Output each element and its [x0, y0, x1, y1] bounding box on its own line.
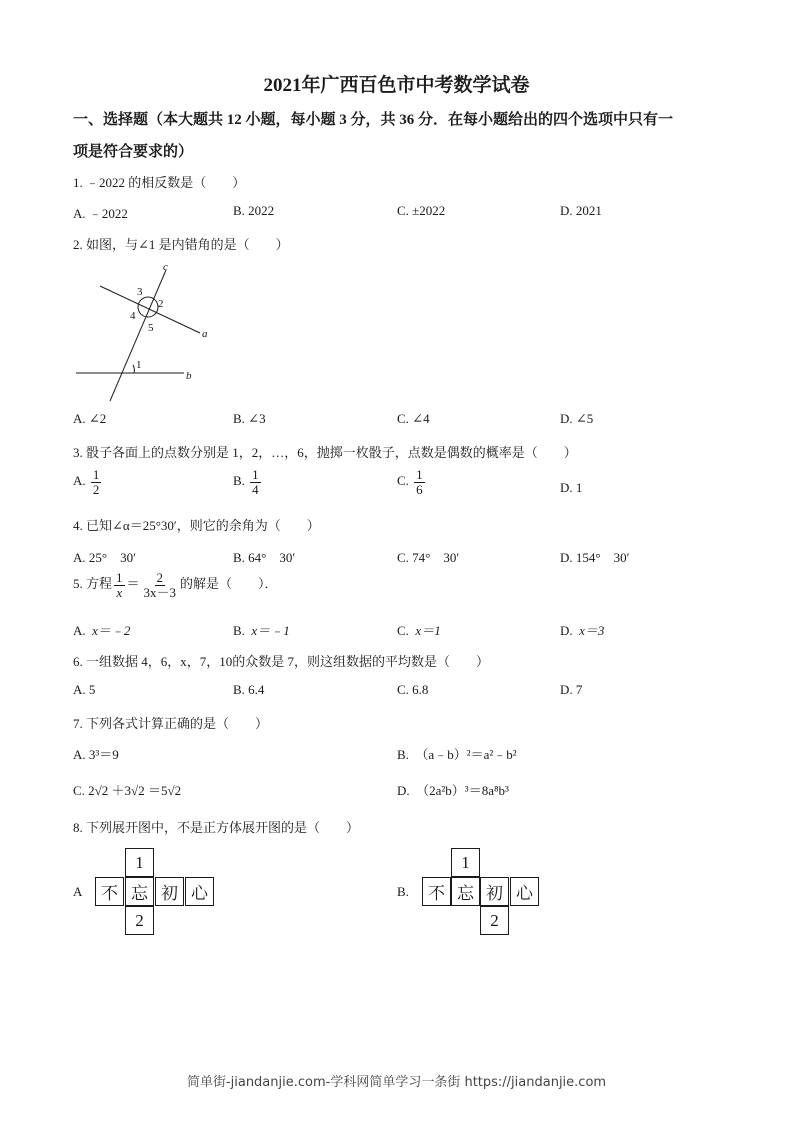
question-3-stem: 3. 骰子各面上的点数分别是 1，2，…，6，抛掷一枚骰子，点数是偶数的概率是（ ）: [73, 445, 577, 460]
question-6-option-d: D. 7: [560, 682, 583, 697]
fraction-1-over-x: $\frac{1}{x}$: [116, 570, 123, 600]
question-7-option-b: B. （a﹣b）²＝a²﹣b²: [397, 747, 517, 762]
question-8-stem: 8. 下列展开图中，不是正方体展开图的是（ ）: [73, 820, 360, 835]
question-6-stem: 6. 一组数据 4，6，x，7，10的众数是 7，则这组数据的平均数是（ ）: [73, 654, 490, 669]
net-cell: 心: [510, 877, 539, 906]
question-6-option-c: C. 6.8: [397, 682, 429, 697]
question-3-option-a: [73, 468, 103, 496]
question-7-option-d: D. （2a²b）³＝8a⁸b³: [397, 783, 509, 798]
question-6-option-b: B. 6.4: [233, 682, 265, 697]
question-1-option-a: A. ﹣2022: [73, 206, 128, 221]
question-5-option-c: C. x＝1: [397, 623, 441, 638]
net-cell: 2: [125, 906, 154, 935]
net-cell: 1: [125, 848, 154, 877]
page-title: 2021年广西百色市中考数学试卷: [263, 75, 530, 96]
question-3-option-b: [233, 468, 263, 496]
net-cell: 不: [95, 877, 124, 906]
net-cell: 忘: [451, 877, 480, 906]
question-3-option-c: [397, 468, 427, 496]
section-heading-line2: 项是符合要求的）: [73, 144, 194, 160]
question-1-option-c: C. ±2022: [397, 203, 446, 218]
line-c-label: c: [163, 261, 168, 273]
question-5-option-a: A. x＝﹣2: [73, 623, 131, 638]
question-2-option-a: A. ∠2: [73, 411, 107, 426]
watermark-footer: 简单街-jiandanjie.com-学科网简单学习一条街 https://jiandanjie.com: [186, 1075, 607, 1090]
question-1-option-b: B. 2022: [233, 203, 275, 218]
net-cell: 心: [185, 877, 214, 906]
intersecting-lines-diagram: [60, 255, 240, 405]
question-5-option-b: B. x＝﹣1: [233, 623, 290, 638]
angle-1-label: 1: [136, 359, 142, 371]
question-5-stem: 5. 方程 $\frac{1}{x}$ ＝ $\frac{2}{3x-3}$ 的解是（ ）．: [73, 570, 278, 600]
line-a-label: a: [202, 328, 208, 340]
question-2-option-b: B. ∠3: [233, 411, 266, 426]
question-1-option-d: D. 2021: [560, 203, 602, 218]
fraction: $\frac{1}{6}$: [416, 467, 423, 497]
question-4-stem: 4. 已知∠α＝25°30′，则它的余角为（ ）: [73, 518, 320, 533]
option-label: A.: [73, 473, 86, 489]
net-cell: 2: [480, 906, 509, 935]
question-4-option-b: B. 64° 30′: [233, 550, 296, 565]
question-2-stem: 2. 如图，与∠1 是内错角的是（ ）: [73, 237, 289, 252]
question-2-option-c: C. ∠4: [397, 411, 430, 426]
net-cell: 初: [480, 877, 509, 906]
question-8-option-a-label: A: [73, 884, 83, 899]
net-cell: 初: [155, 877, 184, 906]
line-b-label: b: [186, 370, 192, 382]
angle-2-label: 2: [158, 298, 164, 310]
question-3-option-d: D. 1: [560, 480, 583, 495]
question-8-option-b-label: B.: [397, 884, 409, 899]
question-1-stem: 1. ﹣2022 的相反数是（ ）: [73, 175, 246, 190]
question-4-option-a: A. 25° 30′: [73, 550, 136, 565]
net-cell: 忘: [125, 877, 154, 906]
question-4-option-d: D. 154° 30′: [560, 550, 630, 565]
question-7-stem: 7. 下列各式计算正确的是（ ）: [73, 716, 269, 731]
angle-3-label: 3: [137, 286, 143, 298]
net-cell: 不: [422, 877, 451, 906]
question-4-option-c: C. 74° 30′: [397, 550, 460, 565]
angle-4-label: 4: [130, 310, 136, 322]
question-2-option-d: D. ∠5: [560, 411, 594, 426]
option-label: B.: [233, 473, 245, 489]
question-7-option-c: C. 2√2 ＋3√2 ＝5√2: [73, 783, 182, 798]
question-7-option-a: A. 3³＝9: [73, 747, 119, 762]
fraction-2-over-3x-minus-3: $\frac{2}{3x-3}$: [143, 570, 177, 600]
angle-5-label: 5: [148, 322, 154, 334]
question-5-option-d: D. x＝3: [560, 623, 605, 638]
option-label: C.: [397, 473, 409, 489]
question-6-option-a: A. 5: [73, 682, 96, 697]
net-cell: 1: [451, 848, 480, 877]
fraction: $\frac{1}{2}$: [92, 467, 100, 497]
fraction: $\frac{1}{4}$: [252, 467, 259, 497]
section-heading-line1: 一、选择题（本大题共 12 小题，每小题 3 分，共 36 分．在每小题给出的四个选项中只有一: [73, 112, 674, 128]
